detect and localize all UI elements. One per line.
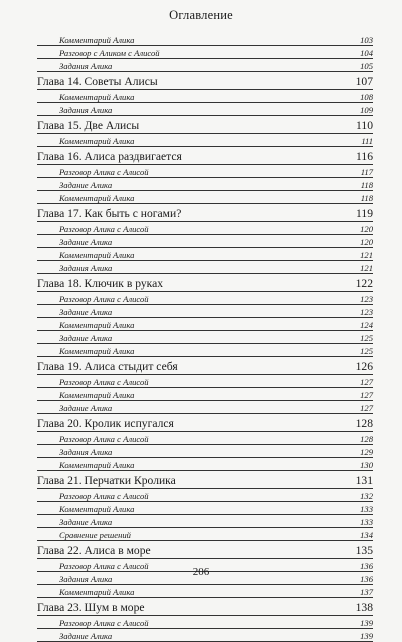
toc-entry-page: 120 xyxy=(360,224,373,234)
toc-entry-row xyxy=(37,222,373,235)
toc-entry-row xyxy=(37,458,373,471)
toc-entry-title: Комментарий Алика xyxy=(59,587,135,597)
toc-chapter-row xyxy=(37,274,373,292)
toc-entry-page: 107 xyxy=(355,75,373,88)
toc-entry-page: 116 xyxy=(356,150,373,163)
toc-entry-title: Разговор Алика с Алисой xyxy=(59,224,149,234)
toc-entry-page: 119 xyxy=(356,207,373,220)
toc-entry-title: Комментарий Алика xyxy=(59,250,135,260)
toc-entry-title: Разговор Алика с Алисой xyxy=(59,377,149,387)
toc-entry-row xyxy=(37,305,373,318)
toc-entry-page: 126 xyxy=(355,360,373,373)
toc-entry-page: 138 xyxy=(355,601,373,614)
toc-chapter-row xyxy=(37,147,373,165)
toc-entry-title: Задание Алика xyxy=(59,237,113,247)
toc-entry-title: Комментарий Алика xyxy=(59,35,135,45)
toc-entry-page: 125 xyxy=(360,346,373,356)
toc-entry-page: 117 xyxy=(360,167,373,177)
toc-entry-title: Комментарий Алика xyxy=(59,504,135,514)
toc-entry-row xyxy=(37,445,373,458)
toc-chapter-row xyxy=(37,598,373,616)
toc-entry-row xyxy=(37,502,373,515)
toc-entry-title: Комментарий Алика xyxy=(59,193,135,203)
toc-entry-title: Глава 19. Алиса стыдит себя xyxy=(37,360,178,373)
toc-entry-title: Глава 18. Ключик в руках xyxy=(37,277,164,290)
toc-entry-page: 111 xyxy=(361,136,373,146)
toc-entry-title: Разговор Алика с Алисой xyxy=(59,294,149,304)
toc-entry-title: Задание Алика xyxy=(59,307,113,317)
toc-chapter-row xyxy=(37,204,373,222)
toc-entry-page: 108 xyxy=(360,92,373,102)
toc-entry-row xyxy=(37,616,373,629)
toc-entry-page: 123 xyxy=(360,307,373,317)
toc-entry-title: Задания Алика xyxy=(59,105,113,115)
toc-entry-title: Задания Алика xyxy=(59,574,113,584)
toc-entry-title: Комментарий Алика xyxy=(59,390,135,400)
toc-entry-row xyxy=(37,528,373,541)
toc-entry-row xyxy=(37,178,373,191)
toc-chapter-row xyxy=(37,357,373,375)
toc-entry-page: 133 xyxy=(360,517,373,527)
toc-entry-row xyxy=(37,248,373,261)
toc-entry-row xyxy=(37,134,373,147)
toc-entry-page: 136 xyxy=(360,561,373,571)
table-of-contents xyxy=(37,33,373,642)
toc-entry-title: Глава 22. Алиса в море xyxy=(37,544,151,557)
toc-entry-row xyxy=(37,318,373,331)
toc-entry-row xyxy=(37,401,373,414)
toc-entry-page: 131 xyxy=(355,474,373,487)
toc-entry-row xyxy=(37,375,373,388)
toc-entry-page: 104 xyxy=(360,48,373,58)
toc-entry-page: 127 xyxy=(360,403,373,413)
toc-entry-row xyxy=(37,261,373,274)
toc-entry-page: 137 xyxy=(360,587,373,597)
toc-entry-page: 105 xyxy=(360,61,373,71)
toc-entry-row xyxy=(37,489,373,502)
toc-entry-row xyxy=(37,515,373,528)
toc-entry-title: Комментарий Алика xyxy=(59,346,135,356)
toc-entry-page: 133 xyxy=(360,504,373,514)
toc-entry-page: 103 xyxy=(360,35,373,45)
toc-entry-title: Разговор Алика с Алисой xyxy=(59,434,149,444)
toc-entry-row xyxy=(37,344,373,357)
toc-entry-page: 118 xyxy=(360,180,373,190)
toc-chapter-row xyxy=(37,72,373,90)
toc-chapter-row xyxy=(37,541,373,559)
toc-entry-title: Задание Алика xyxy=(59,333,113,343)
toc-entry-title: Комментарий Алика xyxy=(59,320,135,330)
toc-entry-row xyxy=(37,165,373,178)
toc-entry-page: 135 xyxy=(355,544,373,557)
toc-entry-title: Комментарий Алика xyxy=(59,460,135,470)
toc-entry-title: Задание Алика xyxy=(59,180,113,190)
toc-chapter-row xyxy=(37,414,373,432)
toc-entry-title: Задания Алика xyxy=(59,61,113,71)
toc-entry-page: 130 xyxy=(360,460,373,470)
toc-entry-page: 136 xyxy=(360,574,373,584)
toc-entry-title: Задание Алика xyxy=(59,403,113,413)
toc-entry-title: Задания Алика xyxy=(59,447,113,457)
toc-entry-title: Сравнение решений xyxy=(59,530,131,540)
toc-entry-page: 123 xyxy=(360,294,373,304)
toc-entry-row xyxy=(37,33,373,46)
toc-entry-page: 127 xyxy=(360,390,373,400)
toc-entry-page: 125 xyxy=(360,333,373,343)
toc-entry-row xyxy=(37,432,373,445)
toc-entry-row xyxy=(37,629,373,642)
toc-entry-page: 122 xyxy=(355,277,373,290)
toc-entry-page: 129 xyxy=(360,447,373,457)
toc-entry-page: 127 xyxy=(360,377,373,387)
toc-entry-title: Глава 23. Шум в море xyxy=(37,601,145,614)
toc-entry-title: Разговор Алика с Алисой xyxy=(59,561,149,571)
toc-entry-page: 128 xyxy=(355,417,373,430)
toc-entry-row xyxy=(37,331,373,344)
toc-entry-page: 118 xyxy=(360,193,373,203)
toc-entry-title: Разговор Алика с Алисой xyxy=(59,618,149,628)
toc-entry-title: Задание Алика xyxy=(59,517,113,527)
toc-entry-row xyxy=(37,292,373,305)
toc-entry-page: 139 xyxy=(360,618,373,628)
toc-entry-title: Глава 16. Алиса раздвигается xyxy=(37,150,182,163)
toc-entry-title: Разговор Алика с Алисой xyxy=(59,167,149,177)
toc-entry-row xyxy=(37,59,373,72)
toc-entry-page: 124 xyxy=(360,320,373,330)
toc-entry-page: 121 xyxy=(360,250,373,260)
toc-entry-page: 109 xyxy=(360,105,373,115)
toc-entry-title: Комментарий Алика xyxy=(59,92,135,102)
toc-entry-page: 139 xyxy=(360,631,373,641)
toc-entry-row xyxy=(37,46,373,59)
toc-entry-title: Глава 14. Советы Алисы xyxy=(37,75,158,88)
page-number: 206 xyxy=(192,566,210,578)
toc-entry-page: 134 xyxy=(360,530,373,540)
toc-entry-title: Глава 20. Кролик испугался xyxy=(37,417,174,430)
toc-entry-row xyxy=(37,90,373,103)
toc-entry-page: 120 xyxy=(360,237,373,247)
toc-entry-row xyxy=(37,191,373,204)
toc-entry-title: Глава 15. Две Алисы xyxy=(37,119,140,132)
toc-entry-page: 121 xyxy=(360,263,373,273)
toc-entry-row xyxy=(37,388,373,401)
toc-entry-title: Глава 17. Как быть с ногами? xyxy=(37,207,182,220)
toc-entry-row xyxy=(37,103,373,116)
toc-entry-title: Комментарий Алика xyxy=(59,136,135,146)
toc-entry-row xyxy=(37,235,373,248)
running-head: Оглавление xyxy=(169,8,233,22)
toc-entry-page: 128 xyxy=(360,434,373,444)
toc-entry-title: Задания Алика xyxy=(59,263,113,273)
toc-entry-title: Глава 21. Перчатки Кролика xyxy=(37,474,176,487)
toc-entry-page: 132 xyxy=(360,491,373,501)
toc-entry-row xyxy=(37,585,373,598)
toc-entry-page: 110 xyxy=(356,119,373,132)
toc-entry-title: Разговор Алика с Алисой xyxy=(59,491,149,501)
toc-chapter-row xyxy=(37,116,373,134)
toc-chapter-row xyxy=(37,471,373,489)
toc-entry-title: Разговор с Аликом с Алисой xyxy=(59,48,160,58)
toc-entry-title: Задание Алика xyxy=(59,631,113,641)
